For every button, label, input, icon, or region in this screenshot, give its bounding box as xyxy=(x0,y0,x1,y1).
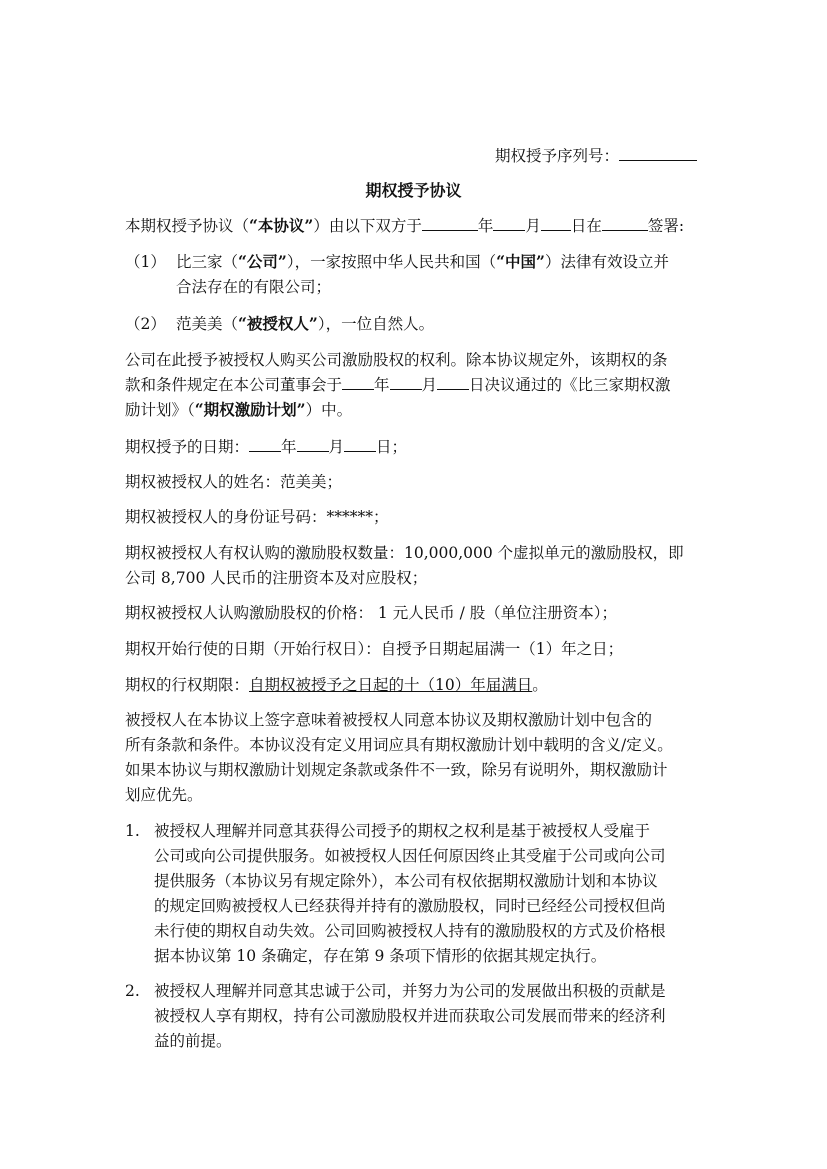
grant-line1: 公司在此授予被授权人购买公司激励股权的权利。除本协议规定外，该期权的条 xyxy=(125,351,668,369)
grant-date-text: 日； xyxy=(376,438,408,456)
intro-text: ）由以下双方于 xyxy=(313,217,422,235)
party1-text: 比三家（ xyxy=(176,253,239,271)
quantity-line1: 期权被授权人有权认购的激励股权数量：10,000,000 个虚拟单元的激励股权，即 xyxy=(125,544,684,562)
clause-number: 2. xyxy=(125,982,140,1000)
grant-date-text: 年 xyxy=(281,438,297,456)
grant-line2 xyxy=(125,375,671,395)
party1-line1 xyxy=(176,252,669,272)
serial-number-label: 期权授予序列号： xyxy=(495,147,620,165)
exercise-period-line xyxy=(125,675,548,695)
clause-line: 被授权人享有期权，持有公司激励股权并进而获取公司发展而带来的经济利 xyxy=(154,1007,666,1025)
board-month-blank xyxy=(390,375,422,390)
clause-line: 被授权人理解并同意其忠诚于公司，并努力为公司的发展做出积极的贡献是 xyxy=(154,982,666,1000)
intro-place-blank xyxy=(602,216,648,231)
intro-text: 本期权授予协议（ xyxy=(125,217,250,235)
party2-text: 范美美（ xyxy=(176,315,239,333)
clause-line: 被授权人理解并同意其获得公司授予的期权之权利是基于被授权人受雇于 xyxy=(154,822,651,840)
clause-line: 据本协议第 10 条确定，存在第 9 条项下情形的依据其规定执行。 xyxy=(154,947,607,965)
grant-text: ）中。 xyxy=(305,401,353,419)
grant-defined-term: “期权激励计划” xyxy=(194,400,306,419)
acknowledge-line: 划应优先。 xyxy=(125,786,203,804)
intro-day-blank xyxy=(541,216,571,231)
grant-month-blank xyxy=(297,437,329,452)
board-day-blank xyxy=(437,375,469,390)
exercise-start-line: 期权开始行使的日期（开始行权日）：自授予日期起届满一（1）年之日； xyxy=(125,640,624,658)
intro-month-blank xyxy=(493,216,525,231)
clause-line: 未行使的期权自动失效。公司回购被授权人持有的激励股权的方式及价格根 xyxy=(154,922,666,940)
party1-text: ）法律有效设立并 xyxy=(544,253,669,271)
grantee-id-line: 期权被授权人的身份证号码：******； xyxy=(125,508,389,526)
party1-defined-term: “公司” xyxy=(238,252,287,271)
grant-text: 年 xyxy=(374,376,390,394)
clause-number: 1. xyxy=(125,822,140,840)
grant-text: 日决议通过的《比三家期权激 xyxy=(469,376,671,394)
quantity-line2: 公司 8,700 人民币的注册资本及对应股权； xyxy=(125,569,428,587)
party1-text: ），一家按照中华人民共和国（ xyxy=(286,253,497,271)
party2-defined-term: “被授权人” xyxy=(238,314,318,333)
acknowledge-line: 如果本协议与期权激励计划规定条款或条件不一致，除另有说明外，期权激励计 xyxy=(125,761,668,779)
document-title: 期权授予协议 xyxy=(365,181,462,200)
intro-text: 月 xyxy=(525,217,541,235)
clause-line: 的规定回购被授权人已经获得并持有的激励股权，同时已经经公司授权但尚 xyxy=(154,897,666,915)
intro-line xyxy=(125,216,684,236)
grant-text: 月 xyxy=(421,376,438,394)
exercise-period-label: 期权的行权期限： xyxy=(125,676,250,694)
grant-line3 xyxy=(125,400,352,420)
exercise-period-text: 。 xyxy=(532,676,548,694)
intro-defined-term: “本协议” xyxy=(249,216,314,235)
intro-text: 年 xyxy=(477,217,494,235)
grantee-name-line: 期权被授权人的姓名：范美美； xyxy=(125,473,343,491)
grant-date-line xyxy=(125,437,407,457)
grant-year-blank xyxy=(249,437,281,452)
party2-number: （2） xyxy=(125,315,166,333)
party1-number: （1） xyxy=(125,253,166,271)
acknowledge-line: 所有条款和条件。本协议没有定义用词应具有期权激励计划中载明的含义/定义。 xyxy=(125,736,673,754)
grant-text: 款和条件规定在本公司董事会于 xyxy=(125,376,343,394)
party1-line2: 合法存在的有限公司； xyxy=(176,278,332,296)
grant-date-text: 月 xyxy=(328,438,345,456)
party2-text: ），一位自然人。 xyxy=(317,315,435,333)
price-line: 期权被授权人认购激励股权的价格： 1 元人民币 / 股（单位注册资本）； xyxy=(125,604,618,622)
clause-line: 公司或向公司提供服务。如被授权人因任何原因终止其受雇于公司或向公司 xyxy=(154,847,666,865)
clause-line: 益的前提。 xyxy=(154,1032,232,1050)
exercise-period-value: 自期权被授予之日起的十（10）年届满日 xyxy=(249,676,533,694)
serial-number-line xyxy=(495,146,697,166)
board-year-blank xyxy=(342,375,374,390)
clause-line: 提供服务（本协议另有规定除外），本公司有权依据期权激励计划和本协议 xyxy=(154,872,658,890)
intro-text: 日在 xyxy=(570,217,602,235)
grant-date-label: 期权授予的日期： xyxy=(125,438,250,456)
party2-line xyxy=(176,314,434,334)
intro-text: 签署: xyxy=(647,217,685,235)
acknowledge-line: 被授权人在本协议上签字意味着被授权人同意本协议及期权激励计划中包含的 xyxy=(125,711,653,729)
serial-number-blank xyxy=(619,146,697,161)
party1-defined-term: “中国” xyxy=(496,252,545,271)
grant-day-blank xyxy=(344,437,376,452)
intro-year-blank xyxy=(422,216,478,231)
grant-text: 励计划》（ xyxy=(125,401,195,419)
